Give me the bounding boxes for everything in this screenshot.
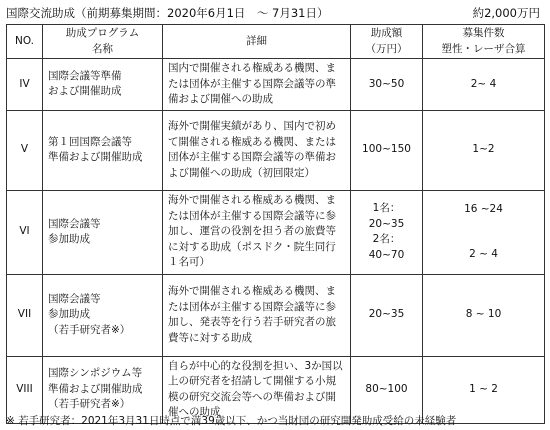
row-detail: 自らが中心的な役割を担い、3か国以上の研究者を招請して開催する小規模の研究交流会等への準備および開催への助成 bbox=[163, 356, 351, 423]
row-detail: 国内で開催される権威ある機関、または団体が主催する国際会議等の準備および開催への助成 bbox=[163, 59, 351, 111]
amount-label: 2名： bbox=[372, 233, 401, 245]
program-name-line: 国際会議等 bbox=[48, 292, 101, 305]
program-name-line: 国際シンポジウム等 bbox=[48, 367, 143, 380]
program-name-line: 参加助成 bbox=[48, 308, 90, 321]
program-name-line: 第１回国際会議等 bbox=[48, 135, 132, 148]
row-amount bbox=[351, 110, 423, 190]
row-no: IV bbox=[7, 59, 43, 111]
header-count bbox=[423, 25, 545, 59]
header-amount-line1: 助成額 bbox=[370, 27, 403, 39]
row-count bbox=[423, 110, 545, 190]
row-program-name bbox=[43, 59, 163, 111]
amount-value: 80~100 bbox=[365, 382, 408, 395]
row-amount bbox=[351, 274, 423, 356]
header-program-name-line2: 名称 bbox=[92, 42, 113, 55]
table-row bbox=[7, 190, 545, 274]
program-name-line: 国際会議等準備 bbox=[48, 69, 122, 82]
amount-value: 20~35 bbox=[368, 217, 405, 230]
program-name-line: （若手研究者※） bbox=[48, 398, 131, 411]
count-value: 1~2 bbox=[472, 143, 495, 156]
row-no: VII bbox=[7, 274, 43, 356]
header-detail: 詳細 bbox=[163, 25, 351, 59]
row-count bbox=[423, 59, 545, 111]
count-value: 1 ~ 2 bbox=[469, 382, 498, 395]
count-value: 16 ~24 bbox=[464, 202, 503, 215]
row-amount bbox=[351, 190, 423, 274]
count-value: 8 ~ 10 bbox=[465, 308, 502, 321]
table-row bbox=[7, 110, 545, 190]
header-amount bbox=[351, 25, 423, 59]
amount-label: 1名： bbox=[372, 202, 401, 214]
table-row bbox=[7, 59, 545, 111]
page-header bbox=[6, 5, 544, 21]
program-name-line: 準備および開催助成 bbox=[48, 151, 143, 163]
page-title: 国際交流助成（前期募集期間：2020年6月1日 ～ 7月31日） bbox=[6, 6, 329, 20]
amount-value: 20~35 bbox=[368, 308, 405, 321]
header-count-line1: 募集件数 bbox=[462, 27, 505, 39]
row-count bbox=[423, 190, 545, 274]
row-program-name bbox=[43, 274, 163, 356]
row-no: VIII bbox=[7, 356, 43, 423]
header-amount-line2: （万円） bbox=[365, 42, 408, 55]
program-name-line: 国際会議等 bbox=[48, 217, 101, 230]
amount-value: 100~150 bbox=[362, 143, 411, 156]
grant-programs-table bbox=[6, 24, 545, 424]
table-row bbox=[7, 274, 545, 356]
program-name-line: （若手研究者※） bbox=[48, 323, 131, 336]
row-detail: 海外で開催される権威ある機関、または団体が主催する国際会議等に参加し、発表等を行う若手研究者の旅費等に対する助成 bbox=[163, 274, 351, 356]
amount-value: 40~70 bbox=[368, 248, 405, 261]
total-budget: 約2,000万円 bbox=[472, 6, 540, 20]
amount-value: 30~50 bbox=[368, 77, 405, 90]
header-program-name bbox=[43, 25, 163, 59]
row-amount bbox=[351, 59, 423, 111]
header-count-line2: 塑性・レーザ合算 bbox=[441, 42, 526, 55]
row-no: V bbox=[7, 110, 43, 190]
row-program-name bbox=[43, 190, 163, 274]
row-detail: 海外で開催される権威ある機関、または団体が主催する国際会議等に参加し、運営の役割を担う者の旅費等に対する助成（ポスドク・院生同行１名可） bbox=[163, 190, 351, 274]
program-name-line: 準備および開催助成 bbox=[48, 382, 143, 395]
row-detail: 海外で開催実績があり、国内で初めて開催される権威ある機関、または団体が主催する国際会議等の準備および開催への助成（初回限定） bbox=[163, 110, 351, 190]
header-no: NO. bbox=[7, 25, 43, 59]
footnote: ※ 若手研究者：2021年3月31日時点で満39歳以下、かつ当財団の研究開発助成受給の未経験者 bbox=[6, 415, 457, 427]
count-value: 2~ 4 bbox=[470, 77, 497, 90]
count-value: 2 ~ 4 bbox=[469, 248, 498, 260]
row-program-name bbox=[43, 110, 163, 190]
table-header-row bbox=[7, 25, 545, 59]
row-no: VI bbox=[7, 190, 43, 274]
header-program-name-line1: 助成プログラム bbox=[65, 27, 140, 39]
program-name-line: 参加助成 bbox=[48, 233, 90, 245]
program-name-line: および開催助成 bbox=[48, 85, 122, 98]
row-count bbox=[423, 274, 545, 356]
